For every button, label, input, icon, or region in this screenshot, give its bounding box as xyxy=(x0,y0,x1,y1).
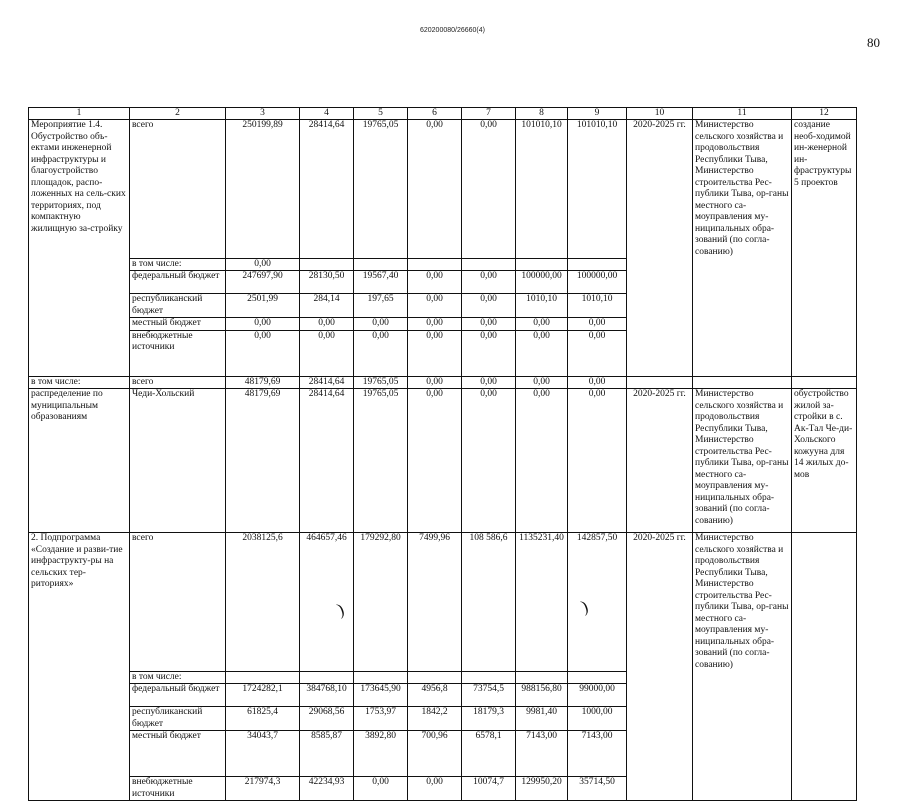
cell-value-2022: 7499,96 xyxy=(408,533,462,672)
cell-value-2021: 0,00 xyxy=(354,330,408,376)
cell-value-2022: 1842,2 xyxy=(408,707,462,731)
cell-value-2021: 19567,40 xyxy=(354,271,408,294)
table-row xyxy=(29,318,857,331)
table-row xyxy=(29,731,857,777)
cell-executors xyxy=(693,731,792,777)
cell-value-2023: 0,00 xyxy=(462,389,516,533)
table-row xyxy=(29,533,857,672)
cell-value-2023: 10074,7 xyxy=(462,777,516,801)
cell-value-2020: 8585,87 xyxy=(300,731,354,777)
cell-funding-source: местный бюджет xyxy=(130,318,226,331)
cell-period: 2020-2025 гг. xyxy=(627,533,693,672)
cell-value-2022: 0,00 xyxy=(408,376,462,389)
table-row xyxy=(29,258,857,271)
cell-period xyxy=(627,294,693,318)
table-row xyxy=(29,684,857,707)
cell-value-2025: 101010,10 xyxy=(568,120,627,259)
cell-activity-name xyxy=(29,684,130,707)
cell-funding-source: всего xyxy=(130,533,226,672)
cell-funding-source: в том числе: xyxy=(130,258,226,271)
table-row xyxy=(29,294,857,318)
cell-executors xyxy=(693,671,792,684)
cell-executors: Министерство сельского хозяйства и продовольствия Республики Тыва, Министерство строительства Рес-публики Тыва, ор-ганы местного са-моуправления му-ниципальных обра-зований (по согла-сованию) xyxy=(693,120,792,259)
cell-value-2020: 28130,50 xyxy=(300,271,354,294)
cell-value-2024: 100000,00 xyxy=(516,271,568,294)
cell-funding-source: республиканский бюджет xyxy=(130,707,226,731)
cell-total-value: 48179,69 xyxy=(226,376,300,389)
cell-value-2024: 1135231,40 xyxy=(516,533,568,672)
column-number: 1 xyxy=(29,108,130,120)
cell-period xyxy=(627,671,693,684)
cell-total-value: 2501,99 xyxy=(226,294,300,318)
cell-activity-name xyxy=(29,731,130,777)
cell-value-2023: 0,00 xyxy=(462,120,516,259)
cell-value-2020: 42234,93 xyxy=(300,777,354,801)
budget-table xyxy=(28,107,857,801)
cell-activity-name xyxy=(29,707,130,731)
cell-funding-source: федеральный бюджет xyxy=(130,271,226,294)
cell-value-2020: 28414,64 xyxy=(300,389,354,533)
cell-value-2022: 4956,8 xyxy=(408,684,462,707)
cell-value-2025: 99000,00 xyxy=(568,684,627,707)
cell-expected-result xyxy=(792,294,857,318)
cell-value-2025: 100000,00 xyxy=(568,271,627,294)
cell-value-2021: 173645,90 xyxy=(354,684,408,707)
cell-executors xyxy=(693,330,792,376)
cell-value-2023: 73754,5 xyxy=(462,684,516,707)
cell-value-2024: 988156,80 xyxy=(516,684,568,707)
cell-funding-source: всего xyxy=(130,376,226,389)
column-number: 6 xyxy=(408,108,462,120)
cell-value-2025 xyxy=(568,258,627,271)
cell-value-2020 xyxy=(300,258,354,271)
cell-funding-source: местный бюджет xyxy=(130,731,226,777)
cell-value-2023: 0,00 xyxy=(462,330,516,376)
cell-value-2024: 0,00 xyxy=(516,376,568,389)
cell-value-2025: 35714,50 xyxy=(568,777,627,801)
cell-value-2021: 19765,05 xyxy=(354,389,408,533)
cell-expected-result xyxy=(792,731,857,777)
cell-value-2023 xyxy=(462,671,516,684)
cell-activity-name xyxy=(29,294,130,318)
cell-value-2023: 0,00 xyxy=(462,271,516,294)
table-row xyxy=(29,777,857,801)
cell-value-2025: 1010,10 xyxy=(568,294,627,318)
cell-value-2023: 18179,3 xyxy=(462,707,516,731)
cell-value-2020: 0,00 xyxy=(300,330,354,376)
cell-executors xyxy=(693,376,792,389)
cell-funding-source: всего xyxy=(130,120,226,259)
cell-period xyxy=(627,271,693,294)
cell-value-2021: 19765,05 xyxy=(354,376,408,389)
cell-value-2023: 0,00 xyxy=(462,318,516,331)
cell-value-2020 xyxy=(300,671,354,684)
page-number: 80 xyxy=(867,35,880,50)
cell-value-2024 xyxy=(516,258,568,271)
cell-value-2022 xyxy=(408,671,462,684)
cell-value-2020: 0,00 xyxy=(300,318,354,331)
cell-value-2025: 7143,00 xyxy=(568,731,627,777)
column-number: 8 xyxy=(516,108,568,120)
cell-value-2020: 384768,10 xyxy=(300,684,354,707)
cell-total-value: 250199,89 xyxy=(226,120,300,259)
cell-activity-name xyxy=(29,258,130,271)
cell-value-2022 xyxy=(408,258,462,271)
cell-period xyxy=(627,376,693,389)
cell-expected-result: создание необ-ходимой ин-женерной ин-фраструктуры 5 проектов xyxy=(792,120,857,259)
cell-value-2025: 0,00 xyxy=(568,376,627,389)
column-number-row xyxy=(29,108,857,120)
column-number: 7 xyxy=(462,108,516,120)
cell-period xyxy=(627,777,693,801)
cell-activity-name xyxy=(29,777,130,801)
cell-executors: Министерство сельского хозяйства и продовольствия Республики Тыва, Министерство строительства Рес-публики Тыва, ор-ганы местного са-моуправления му-ниципальных обра-зований (по согла-сованию) xyxy=(693,533,792,672)
cell-activity-name xyxy=(29,330,130,376)
cell-value-2023 xyxy=(462,258,516,271)
cell-expected-result xyxy=(792,707,857,731)
cell-value-2025: 0,00 xyxy=(568,330,627,376)
cell-executors xyxy=(693,318,792,331)
document-code: 620200080/26660(4) xyxy=(419,27,485,34)
table-row xyxy=(29,271,857,294)
cell-expected-result xyxy=(792,376,857,389)
cell-total-value: 217974,3 xyxy=(226,777,300,801)
cell-value-2022: 0,00 xyxy=(408,389,462,533)
cell-value-2022: 0,00 xyxy=(408,271,462,294)
cell-expected-result xyxy=(792,318,857,331)
cell-activity-name xyxy=(29,271,130,294)
column-number: 5 xyxy=(354,108,408,120)
cell-expected-result xyxy=(792,258,857,271)
cell-activity-name xyxy=(29,671,130,684)
cell-value-2024 xyxy=(516,671,568,684)
cell-activity-name: 2. Подпрограмма «Создание и разви-тие инфраструкту-ры на сельских тер-риториях» xyxy=(29,533,130,672)
cell-value-2024: 129950,20 xyxy=(516,777,568,801)
cell-total-value xyxy=(226,671,300,684)
cell-funding-source: федеральный бюджет xyxy=(130,684,226,707)
cell-period xyxy=(627,684,693,707)
cell-period xyxy=(627,731,693,777)
cell-expected-result xyxy=(792,671,857,684)
cell-total-value: 61825,4 xyxy=(226,707,300,731)
cell-executors xyxy=(693,294,792,318)
cell-value-2023: 6578,1 xyxy=(462,731,516,777)
handwritten-mark: ) xyxy=(334,599,347,620)
cell-value-2023: 108 586,6 xyxy=(462,533,516,672)
cell-executors xyxy=(693,271,792,294)
cell-activity-name: распределение по муниципальным образованиям xyxy=(29,389,130,533)
cell-value-2025: 0,00 xyxy=(568,318,627,331)
cell-value-2022: 0,00 xyxy=(408,294,462,318)
cell-period: 2020-2025 гг. xyxy=(627,389,693,533)
cell-value-2020: 29068,56 xyxy=(300,707,354,731)
column-number: 9 xyxy=(568,108,627,120)
cell-value-2023: 0,00 xyxy=(462,376,516,389)
cell-activity-name: в том числе: xyxy=(29,376,130,389)
cell-value-2021: 0,00 xyxy=(354,318,408,331)
cell-total-value: 2038125,6 xyxy=(226,533,300,672)
cell-total-value: 247697,90 xyxy=(226,271,300,294)
handwritten-mark: ) xyxy=(578,596,591,617)
cell-value-2021: 1753,97 xyxy=(354,707,408,731)
cell-value-2024: 7143,00 xyxy=(516,731,568,777)
cell-value-2021: 0,00 xyxy=(354,777,408,801)
cell-expected-result xyxy=(792,777,857,801)
cell-activity-name: Мероприятие 1.4. Обустройство объ-ектами инженерной инфраструктуры и благоустройство площадок, распо-ложенных на сель-ских территориях, под компактную жилищную за-стройку xyxy=(29,120,130,259)
column-number: 4 xyxy=(300,108,354,120)
cell-total-value: 0,00 xyxy=(226,258,300,271)
cell-executors xyxy=(693,258,792,271)
column-number: 11 xyxy=(693,108,792,120)
cell-period xyxy=(627,330,693,376)
cell-value-2025: 0,00 xyxy=(568,389,627,533)
cell-executors: Министерство сельского хозяйства и продовольствия Республики Тыва, Министерство строительства Рес-публики Тыва, ор-ганы местного са-моуправления му-ниципальных обра-зований (по согла-сованию) xyxy=(693,389,792,533)
table-row xyxy=(29,120,857,259)
cell-period: 2020-2025 гг. xyxy=(627,120,693,259)
cell-value-2024: 1010,10 xyxy=(516,294,568,318)
column-number: 10 xyxy=(627,108,693,120)
column-number: 2 xyxy=(130,108,226,120)
cell-executors xyxy=(693,707,792,731)
cell-total-value: 1724282,1 xyxy=(226,684,300,707)
cell-value-2022: 0,00 xyxy=(408,777,462,801)
cell-value-2024: 101010,10 xyxy=(516,120,568,259)
table-row xyxy=(29,707,857,731)
cell-funding-source: внебюджетные источники xyxy=(130,330,226,376)
cell-expected-result: обустройство жилой за-стройки в с. Ак-Тал Че-ди-Хольского кожууна для 14 жилых до-мов xyxy=(792,389,857,533)
cell-total-value: 34043,7 xyxy=(226,731,300,777)
column-number: 12 xyxy=(792,108,857,120)
cell-period xyxy=(627,707,693,731)
column-number: 3 xyxy=(226,108,300,120)
cell-expected-result xyxy=(792,533,857,672)
cell-value-2025 xyxy=(568,671,627,684)
cell-activity-name xyxy=(29,318,130,331)
cell-value-2025: 1000,00 xyxy=(568,707,627,731)
cell-value-2024: 9981,40 xyxy=(516,707,568,731)
cell-value-2021: 19765,05 xyxy=(354,120,408,259)
cell-value-2022: 0,00 xyxy=(408,330,462,376)
table-row xyxy=(29,376,857,389)
table-row xyxy=(29,671,857,684)
cell-value-2021 xyxy=(354,258,408,271)
cell-period xyxy=(627,318,693,331)
cell-expected-result xyxy=(792,330,857,376)
cell-funding-source: в том числе: xyxy=(130,671,226,684)
cell-funding-source: республиканский бюджет xyxy=(130,294,226,318)
cell-value-2025: 142857,50 xyxy=(568,533,627,672)
cell-value-2024: 0,00 xyxy=(516,389,568,533)
cell-value-2021: 179292,80 xyxy=(354,533,408,672)
cell-value-2023: 0,00 xyxy=(462,294,516,318)
cell-value-2024: 0,00 xyxy=(516,318,568,331)
cell-value-2022: 0,00 xyxy=(408,120,462,259)
cell-value-2020: 28414,64 xyxy=(300,376,354,389)
cell-executors xyxy=(693,684,792,707)
cell-executors xyxy=(693,777,792,801)
cell-value-2022: 700,96 xyxy=(408,731,462,777)
cell-value-2021: 3892,80 xyxy=(354,731,408,777)
cell-funding-source: Чеди-Хольский xyxy=(130,389,226,533)
cell-value-2024: 0,00 xyxy=(516,330,568,376)
cell-expected-result xyxy=(792,684,857,707)
cell-value-2021: 197,65 xyxy=(354,294,408,318)
table-row xyxy=(29,330,857,376)
cell-total-value: 0,00 xyxy=(226,330,300,376)
cell-total-value: 48179,69 xyxy=(226,389,300,533)
cell-period xyxy=(627,258,693,271)
cell-value-2021 xyxy=(354,671,408,684)
cell-expected-result xyxy=(792,271,857,294)
cell-value-2020: 28414,64 xyxy=(300,120,354,259)
cell-total-value: 0,00 xyxy=(226,318,300,331)
table-row xyxy=(29,389,857,533)
cell-value-2020: 464657,46 xyxy=(300,533,354,672)
cell-value-2020: 284,14 xyxy=(300,294,354,318)
cell-funding-source: внебюджетные источники xyxy=(130,777,226,801)
cell-value-2022: 0,00 xyxy=(408,318,462,331)
